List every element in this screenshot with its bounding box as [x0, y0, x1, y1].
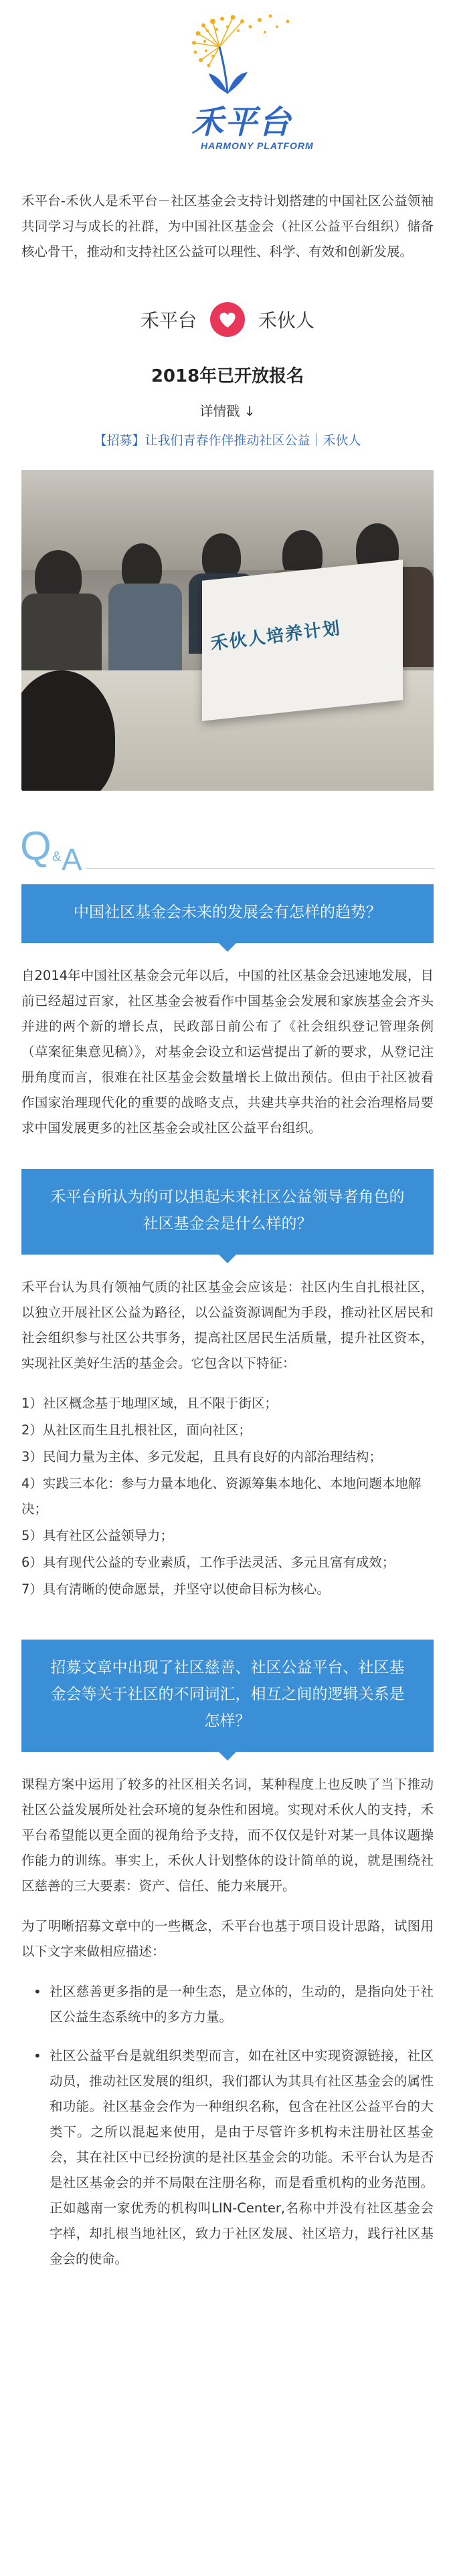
list-item: 1）社区概念基于地理区域，且不限于街区； — [21, 1396, 278, 1411]
answer-paragraph: 为了明晰招募文章中的一些概念，禾平台也基于项目设计思路，试图用以下文字来做相应描述： — [21, 1918, 434, 1959]
brand-left-label: 禾平台 — [140, 309, 197, 332]
feature-list — [0, 1391, 455, 1602]
list-item: • 社区公益平台是就组织类型而言，如在社区中实现资源链接，社区动员，推动社区发展的组织，我们都认为其具有社区基金会的属性和功能。社区基金会作为一种组织名称，包含在社区公益平台的大类下。之所以混起来使用，是由于尽管许多机构未注册社区基金会，其在社区中已经扮演的是社区基金会的功能。禾平台认为是否是社区基金会的并不局限在注册名称，而是看重机构的业务范围。正如越南一家优秀的机构叫LIN-Center,名称中并没有社区基金会字样，却扎根当地社区，致力于社区发展、社区培力，践行社区基金会的使命。 — [21, 2043, 434, 2272]
qa-divider — [86, 868, 435, 869]
dandelion-logo-icon — [134, 7, 321, 107]
list-item: • 社区慈善更多指的是一种生态，是立体的，生动的，是指向处于社区公益生态系统中的多方力量。 — [21, 1979, 434, 2030]
list-item: 5）具有社区公益领导力； — [21, 1528, 173, 1543]
question-box: 禾平台所认为的可以担起未来社区公益领导者角色的社区基金会是什么样的？ — [21, 1169, 434, 1255]
qa-a: A — [62, 842, 82, 877]
qa-header — [0, 811, 455, 884]
question-box: 中国社区基金会未来的发展会有怎样的趋势？ — [21, 884, 434, 943]
answer-paragraph: 禾平台认为具有领袖气质的社区基金会应该是：社区内生自扎根社区，以独立开展社区公益为路径，以公益资源调配为手段，推动社区居民和社会组织参与社区公共事务，提高社区居民生活质量，提升社区资本，实现社区美好生活的基金会。它包含以下特征： — [21, 1279, 434, 1371]
qa-amp: & — [52, 850, 62, 864]
concept-list — [0, 1979, 455, 2272]
card-text: 禾伙人培养计划 — [209, 618, 343, 654]
list-item: 7）具有清晰的使命愿景，并坚守以使命目标为核心。 — [21, 1581, 330, 1597]
answer-paragraph: 自2014年中国社区基金会元年以后，中国的社区基金会迅速地发展，目前已经超过百家，社区基金会被看作中国基金会发展和家族基金会齐头并进的两个新的增长点，民政部日前公布了《社会组织登记管理条例（草案征集意见稿）》，对基金会设立和运营提出了新的要求，从登记注册角度而言，很难在社区基金会数量增长上做出预估。但由于社区被看作国家治理现代化的重要的战略支点，共建共享共治的社会治理格局要求中国发展更多的社区基金会或社区公益平台组织。 — [21, 968, 434, 1136]
intro-paragraph: 禾平台-禾伙人是禾平台－社区基金会支持计划搭建的中国社区公益领袖共同学习与成长的社群，为中国社区基金会（社区公益平台组织）储备核心骨干，推动和支持社区公益可以理性、科学、有效和创新发展。 — [21, 193, 434, 259]
list-item: 4）实践三本化：参与力量本地化、资源筹集本地化、本地问题本地解决； — [21, 1476, 422, 1517]
logo-subtitle: HARMONY PLATFORM — [201, 140, 314, 151]
list-item: 2）从社区而生且扎根社区，面向社区； — [21, 1422, 252, 1438]
question-box: 招募文章中出现了社区慈善、社区公益平台、社区基金会等关于社区的不同词汇，相互之间的逻辑关系是怎样？ — [21, 1640, 434, 1752]
event-photo — [21, 470, 434, 791]
recruit-link[interactable]: 【招募】让我们青春作伴推动社区公益｜禾伙人 — [94, 433, 361, 448]
list-item: 6）具有现代公益的专业素质，工作手法灵活、多元且富有成效； — [21, 1555, 395, 1570]
answer-paragraph: 课程方案中运用了较多的社区相关名词，某种程度上也反映了当下推动社区公益发展所处社会环境的复杂性和困境。实现对禾伙人的支持，禾平台希望能以更全面的视角给予支持，而不仅仅是针对某一具体议题操作能力的训练。事实上，禾伙人计划整体的设计简单的说，就是围绕社区慈善的三大要素：资产、信任、能力来展开。 — [21, 1777, 434, 1894]
logo-title: 禾平台 — [191, 104, 292, 141]
brand-right-label: 禾伙人 — [258, 309, 315, 332]
heart-icon — [209, 301, 246, 338]
logo — [0, 0, 455, 167]
open-title: 2018年已开放报名 — [151, 366, 304, 386]
list-item: 3）民间力量为主体、多元发起，且具有良好的内部治理结构； — [21, 1449, 382, 1464]
brand-line — [0, 299, 455, 340]
qa-q: Q — [20, 823, 52, 868]
detail-label: 详情戳 ↓ — [199, 403, 256, 419]
